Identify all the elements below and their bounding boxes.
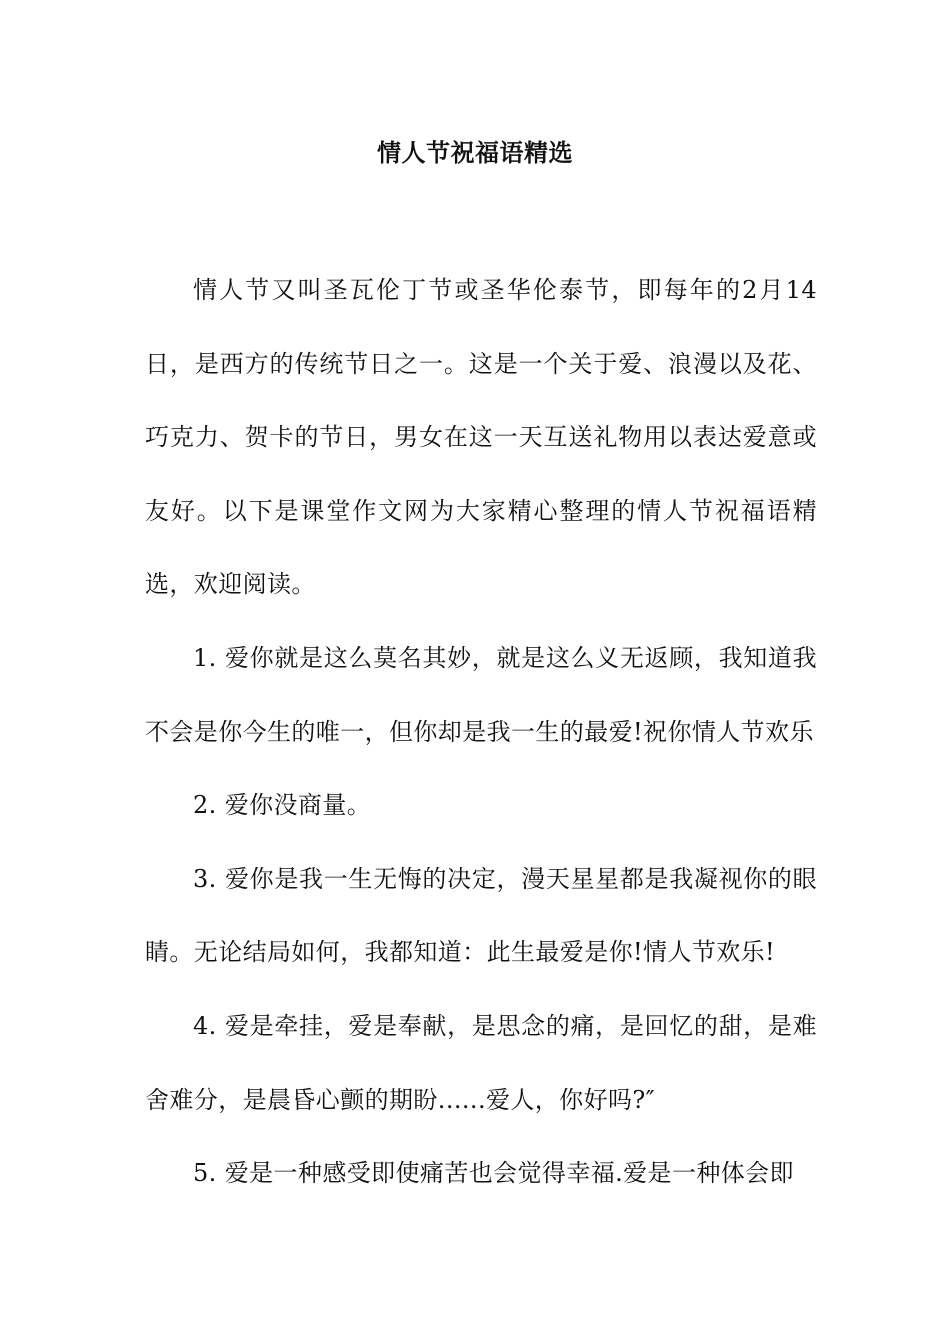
document-title: 情人节祝福语精选 — [377, 138, 573, 167]
document-body — [145, 254, 817, 1211]
greeting-paragraph-2: 2. 爱你没商量。 — [193, 791, 372, 820]
greeting-paragraph-5: 5. 爱是一种感受即使痛苦也会觉得幸福.爱是一种体会即 — [193, 1159, 794, 1188]
greeting-paragraph-4: 4. 爱是牵挂，爱是奉献，是思念的痛，是回忆的甜，是难舍难分，是晨昏心颤的期盼......爱人，你好吗?″ — [145, 1011, 817, 1114]
greeting-paragraph-1: 1. 爱你就是这么莫名其妙，就是这么义无返顾，我知道我不会是你今生的唯一，但你却是我一生的最爱!祝你情人节欢乐 — [145, 643, 817, 746]
greeting-paragraph-3: 3. 爱你是我一生无悔的决定，漫天星星都是我凝视你的眼睛。无论结局如何，我都知道：此生最爱是你!情人节欢乐! — [145, 864, 817, 967]
intro-paragraph: 情人节又叫圣瓦伦丁节或圣华伦泰节，即每年的2月14日，是西方的传统节日之一。这是一个关于爱、浪漫以及花、巧克力、贺卡的节日，男女在这一天互送礼物用以表达爱意或友好。以下是课堂作文网为大家精心整理的情人节祝福语精选，欢迎阅读。 — [145, 276, 817, 599]
